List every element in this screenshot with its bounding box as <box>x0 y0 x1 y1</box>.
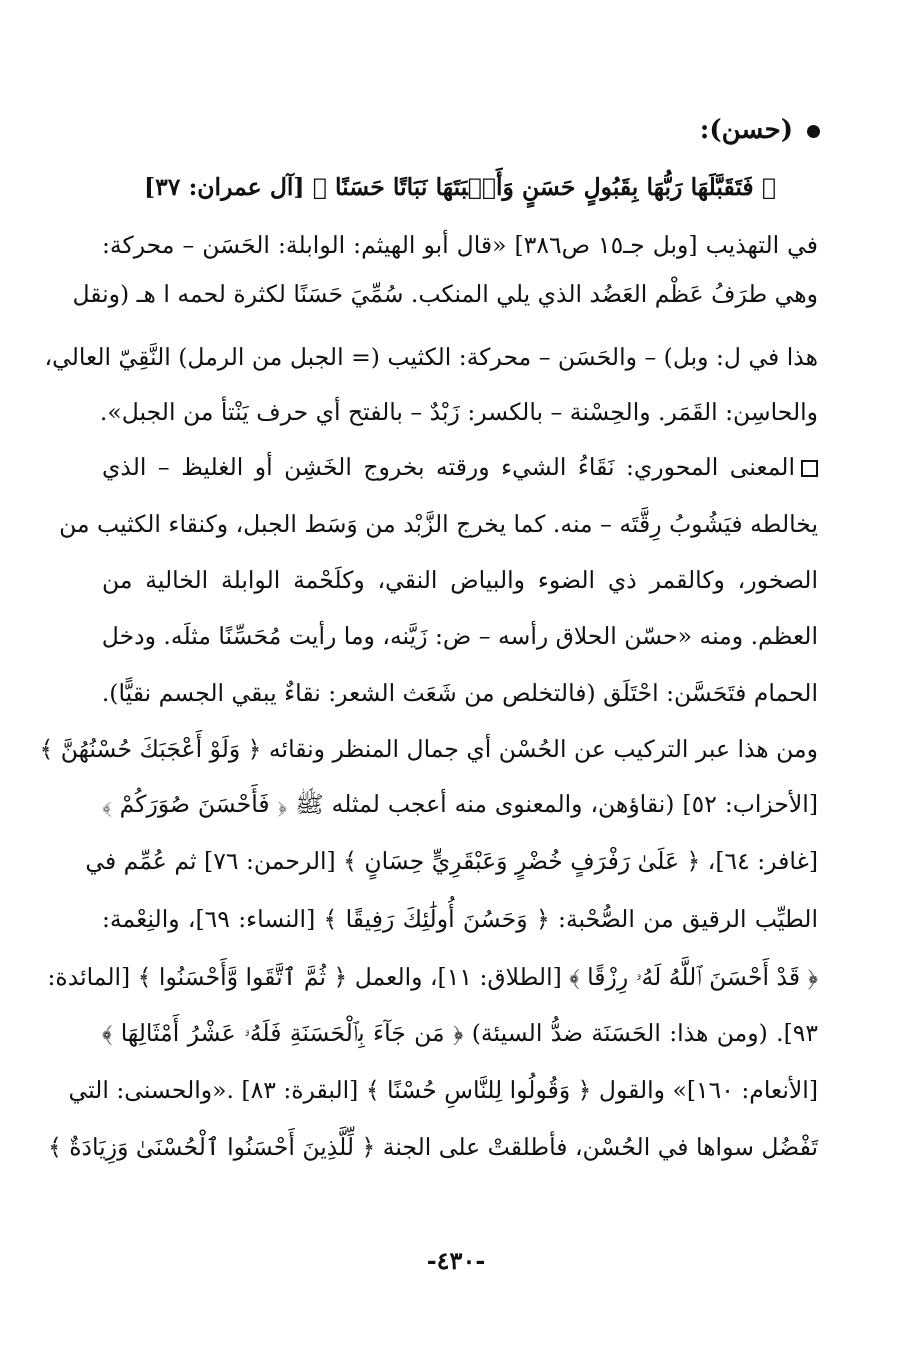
text-line: الطيِّب الرقيق من الصُّحْبة: ﴿ وَحَسُنَ أُولَٰئِكَ رَفِيقًا ﴾ [النساء: ٦٩]، والنِعْمة: <box>102 905 818 933</box>
text-line: ٩٣]. (ومن هذا: الحَسَنَة ضدُّ السيئة) ﴿ مَن جَآءَ بِٱلْحَسَنَةِ فَلَهُۥ عَشْرُ أَمْثَالِهَا ﴾ <box>102 1019 818 1047</box>
bullet-dot-icon <box>807 125 820 138</box>
text-line: [الأنعام: ١٦٠]» والقول ﴿ وَقُولُوا لِلنَّاسِ حُسْنًا ﴾ [البقرة: ٨٣] .«والحسنى: التي <box>68 1076 818 1104</box>
text-line: العظم. ومنه «حسّن الحلاق رأسه – ض: زَيَّنه، وما رأيت مُحَسِّنًا مثلَه. ودخل <box>101 622 818 650</box>
text-line: هذا في ل: وبل) – والحَسَن – محركة: الكثيب (= الجبل من الرمل) النَّقِيّ العالي، <box>44 343 818 371</box>
text-line: ومن هذا عبر التركيب عن الحُسْن أي جمال المنظر ونقائه ﴿ وَلَوْ أَعْجَبَكَ حُسْنُهُنَّ ﴾ <box>39 735 818 763</box>
quran-verse-line: ﴿ فَتَقَبَّلَهَا رَبُّهَا بِقَبُولٍ حَسَنٍ وَأَنۢبَتَهَا نَبَاتًا حَسَنًا ﴾ [آل عمران: ٣٧] <box>144 173 776 201</box>
text-line: [الأحزاب: ٥٢] (نقاؤهن، والمعنوى منه أعجب لمثله ﷺ ﴿ فَأَحْسَنَ صُوَرَكُمْ ﴾ <box>102 790 818 818</box>
page-number: -٤٣٠- <box>426 1246 486 1275</box>
text-line: وهي طرَفُ عَظْم العَضُد الذي يلي المنكب. سُمِّيَ حَسَنًا لكثرة لحمه ا هـ (ونقل <box>72 280 818 308</box>
text-line: الحمام فتَحَسَّن: احْتَلَق (فالتخلص من شَعَث الشعر: نقاءٌ يبقي الجسم نقيًّا). <box>101 679 818 707</box>
text-line: يخالطه فيَشُوبُ رِقَّتَه – منه. كما يخرج الزَّبْد من وَسَط الجبل، وكنقاء الكثيب من <box>59 510 818 538</box>
text-line: ﴿ قَدْ أَحْسَنَ ٱللَّهُ لَهُۥ رِزْقًا ﴾ [الطلاق: ١١]، والعمل ﴿ ثُمَّ ٱتَّقَوا وَّأَحْسَنُوا ﴾ [المائدة: <box>47 963 818 991</box>
text-line: [غافر: ٦٤]، ﴿ عَلَىٰ رَفْرَفٍ خُضْرٍ وَعَبْقَرِيٍّ حِسَانٍ ﴾ [الرحمن: ٧٦] ثم عُمِّم في <box>85 847 818 875</box>
text-line: الصخور، وكالقمر ذي الضوء والبياض النقي، وكلَحْمة الوابلة الخالية من <box>102 566 818 594</box>
entry-root-word: (حسن): <box>699 115 793 145</box>
text-line: والحاسِن: القَمَر. والحِسْنة – بالكسر: زَبْدٌ – بالفتح أي حرف يَنْتأ من الجبل». <box>99 398 818 426</box>
central-meaning-text: المعنى المحوري: نَقَاءُ الشيء ورقته بخروج الخَشِن أو الغليظ – الذي <box>102 453 795 481</box>
central-meaning-line <box>102 450 818 484</box>
square-box-icon <box>801 460 818 477</box>
text-line: تَفْضُل سواها في الحُسْن، فأطلقتْ على الجنة ﴿ لِّلَّذِينَ أَحْسَنُوا ٱلْحُسْنَىٰ وَزِيَادَةٌ ﴾ <box>48 1133 818 1161</box>
entry-heading <box>700 112 820 148</box>
text-line: في التهذيب [وبل جـ١٥ ص٣٨٦] «قال أبو الهيثم: الوابلة: الحَسَن – محركة: <box>102 231 818 259</box>
